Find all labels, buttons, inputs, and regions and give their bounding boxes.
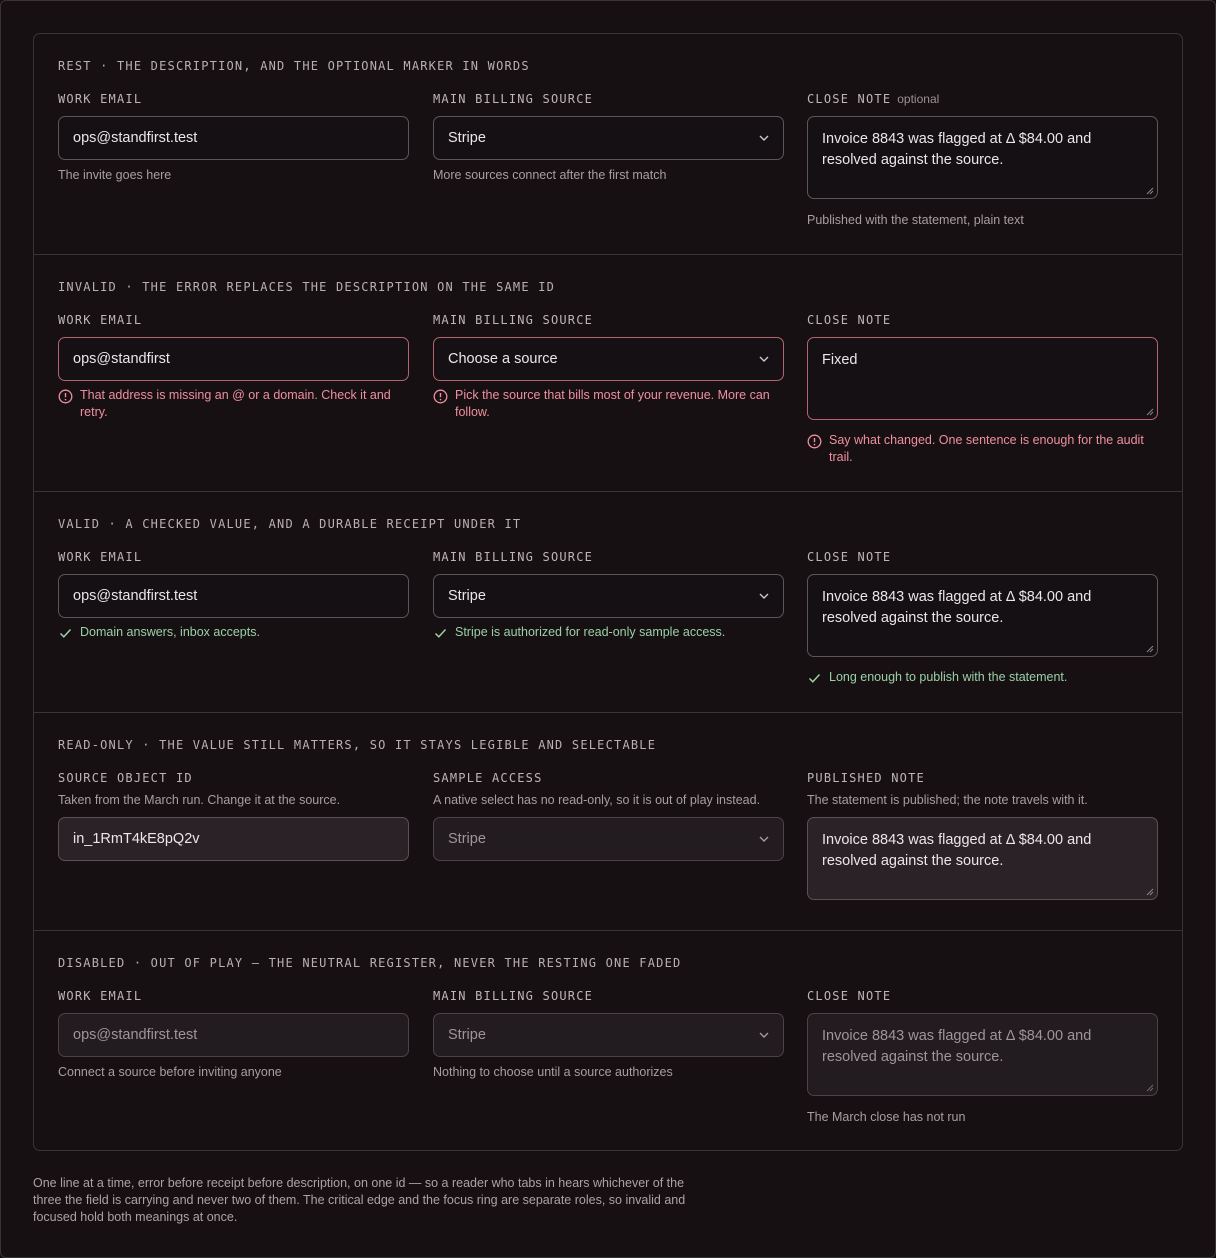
billing-source-select[interactable] xyxy=(433,337,784,381)
field-value: Stripe xyxy=(448,130,486,146)
alert-circle-icon xyxy=(433,389,448,404)
section-label: DISABLED · OUT OF PLAY — THE NEUTRAL REGISTER, NEVER THE RESTING ONE FADED xyxy=(58,956,682,970)
work-email-input[interactable] xyxy=(58,574,409,618)
sample-access-select xyxy=(433,817,784,861)
resize-grip-icon[interactable] xyxy=(1146,888,1154,896)
field-label: PUBLISHED NOTE xyxy=(807,771,925,785)
alert-circle-icon xyxy=(58,389,73,404)
field-label: SOURCE OBJECT ID xyxy=(58,771,193,785)
close-note-textarea[interactable] xyxy=(807,574,1158,657)
field-value: Fixed xyxy=(822,352,858,368)
receipt-text: Stripe is authorized for read-only sample access. xyxy=(455,625,726,639)
field-value: Stripe xyxy=(448,1027,486,1043)
valid-receipt xyxy=(807,670,1067,684)
field-label: WORK EMAIL xyxy=(58,550,143,564)
field-label: WORK EMAIL xyxy=(58,92,143,106)
error-text: That address is missing an @ or a domain. Check it and retry. xyxy=(80,388,391,419)
field-label: CLOSE NOTE xyxy=(807,989,892,1003)
field-label: WORK EMAIL xyxy=(58,313,143,327)
field-description: The statement is published; the note travels with it. xyxy=(807,793,1088,807)
field-value: Invoice 8843 was flagged at Δ $84.00 and resolved against the source. xyxy=(822,832,1092,869)
field-label: MAIN BILLING SOURCE xyxy=(433,989,594,1003)
section-valid xyxy=(34,491,1182,712)
field-value: ops@standfirst.test xyxy=(73,588,198,604)
field-value: ops@standfirst.test xyxy=(73,1027,198,1043)
field-value: Stripe xyxy=(448,831,486,847)
field-description: Connect a source before inviting anyone xyxy=(58,1065,282,1079)
chevron-down-icon xyxy=(759,356,769,362)
footer-note: One line at a time, error before receipt before description, on one id — so a reader who tabs in hears whichever of the three the field is carrying and never two of them. The critical edge and the focus ring are separate roles, so invalid and focused hold both meanings at once. xyxy=(33,1176,686,1224)
field-description: The March close has not run xyxy=(807,1110,966,1124)
chevron-down-icon xyxy=(759,593,769,599)
chevron-down-icon xyxy=(759,836,769,842)
work-email-input xyxy=(58,1013,409,1057)
alert-circle-icon xyxy=(807,434,822,449)
close-note-textarea[interactable] xyxy=(807,116,1158,199)
check-icon xyxy=(59,627,72,639)
field-value: ops@standfirst xyxy=(73,351,170,367)
field-value: ops@standfirst.test xyxy=(73,130,198,146)
field-label: MAIN BILLING SOURCE xyxy=(433,92,594,106)
chevron-down-icon xyxy=(759,1032,769,1038)
field-description: Published with the statement, plain text xyxy=(807,213,1024,227)
field-description: The invite goes here xyxy=(58,168,172,182)
resize-grip-icon[interactable] xyxy=(1146,408,1154,416)
section-invalid xyxy=(34,254,1182,491)
error-text: Say what changed. One sentence is enough for the audit trail. xyxy=(829,433,1144,464)
chevron-down-icon xyxy=(759,135,769,141)
section-label: VALID · A CHECKED VALUE, AND A DURABLE RECEIPT UNDER IT xyxy=(58,517,522,531)
section-disabled xyxy=(34,930,1182,1150)
valid-receipt xyxy=(433,625,725,639)
optional-marker: optional xyxy=(897,92,940,106)
close-note-textarea xyxy=(807,1013,1158,1096)
field-label: WORK EMAIL xyxy=(58,989,143,1003)
field-description: Nothing to choose until a source authorizes xyxy=(433,1065,673,1079)
field-description: More sources connect after the first match xyxy=(433,168,667,182)
field-value: Invoice 8843 was flagged at Δ $84.00 and resolved against the source. xyxy=(822,589,1092,626)
check-icon xyxy=(434,627,447,639)
error-text: Pick the source that bills most of your revenue. More can follow. xyxy=(455,388,770,419)
close-note-textarea[interactable] xyxy=(807,337,1158,420)
field-label: MAIN BILLING SOURCE xyxy=(433,550,594,564)
receipt-text: Domain answers, inbox accepts. xyxy=(80,625,260,639)
resize-grip-icon xyxy=(1146,1084,1154,1092)
field-label xyxy=(807,92,939,106)
check-icon xyxy=(808,672,821,684)
resize-grip-icon[interactable] xyxy=(1146,187,1154,195)
field-label: CLOSE NOTE xyxy=(807,313,892,327)
field-description: Taken from the March run. Change it at the source. xyxy=(58,793,341,807)
section-label: READ-ONLY · THE VALUE STILL MATTERS, SO IT STAYS LEGIBLE AND SELECTABLE xyxy=(58,738,657,752)
section-read-only xyxy=(34,712,1182,930)
published-note-textarea[interactable] xyxy=(807,817,1158,900)
error-message xyxy=(807,432,1158,466)
field-label-text: CLOSE NOTE xyxy=(807,92,892,106)
field-description: A native select has no read-only, so it is out of play instead. xyxy=(433,793,761,807)
valid-receipt xyxy=(58,625,260,639)
resize-grip-icon[interactable] xyxy=(1146,645,1154,653)
field-value: Choose a source xyxy=(448,351,558,367)
field-value: Invoice 8843 was flagged at Δ $84.00 and resolved against the source. xyxy=(822,1028,1092,1065)
billing-source-select[interactable] xyxy=(433,574,784,618)
work-email-input[interactable] xyxy=(58,337,409,381)
billing-source-select[interactable] xyxy=(433,116,784,160)
field-label: MAIN BILLING SOURCE xyxy=(433,313,594,327)
field-value: Invoice 8843 was flagged at Δ $84.00 and resolved against the source. xyxy=(822,131,1092,168)
receipt-text: Long enough to publish with the statement. xyxy=(829,670,1068,684)
field-label: SAMPLE ACCESS xyxy=(433,771,543,785)
field-value: in_1RmT4kE8pQ2v xyxy=(73,831,200,847)
section-rest xyxy=(34,34,1182,254)
section-label: INVALID · THE ERROR REPLACES THE DESCRIPTION ON THE SAME ID xyxy=(58,280,556,294)
billing-source-select xyxy=(433,1013,784,1057)
section-label: REST · THE DESCRIPTION, AND THE OPTIONAL MARKER IN WORDS xyxy=(58,59,530,73)
error-message xyxy=(433,387,784,421)
field-label: CLOSE NOTE xyxy=(807,550,892,564)
field-states-panel xyxy=(33,33,1183,1151)
field-value: Stripe xyxy=(448,588,486,604)
source-object-id-input[interactable] xyxy=(58,817,409,861)
error-message xyxy=(58,387,409,421)
work-email-input[interactable] xyxy=(58,116,409,160)
